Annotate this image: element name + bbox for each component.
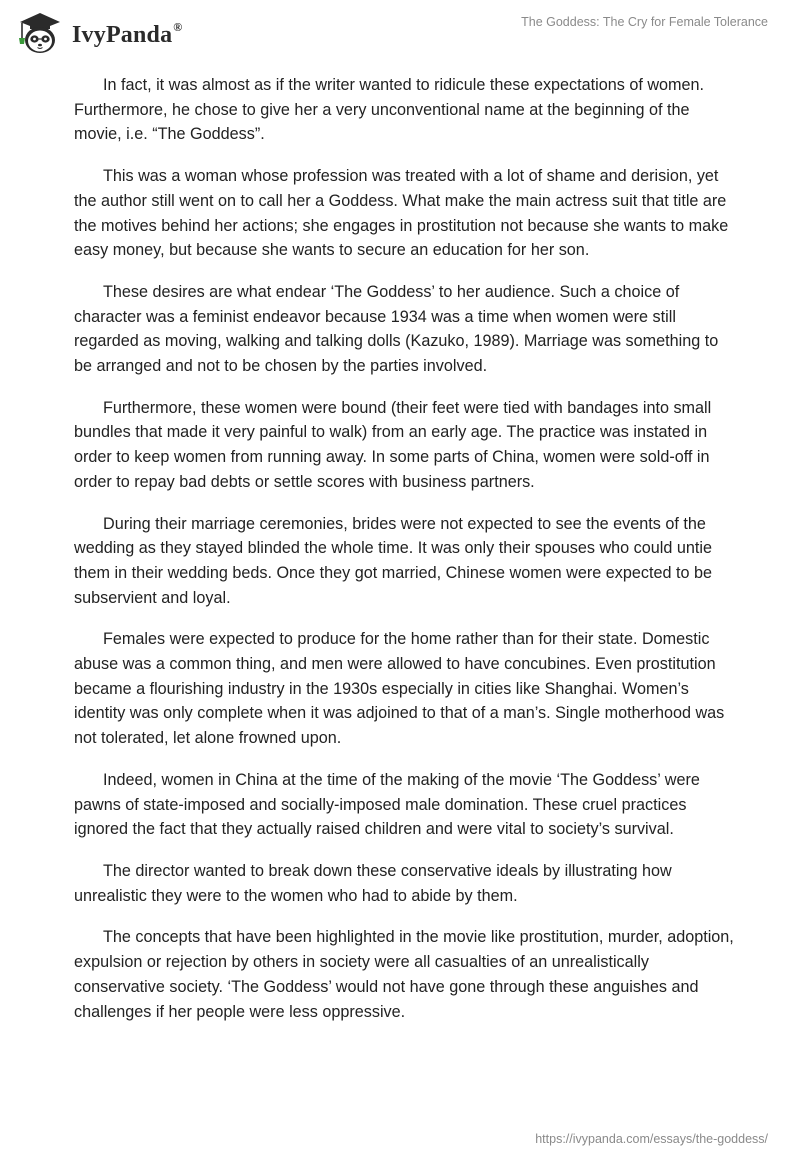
paragraph: The director wanted to break down these conservative ideals by illustrating how unrealistic they were to the women who had to abide by them. — [74, 861, 672, 905]
logo[interactable] — [14, 8, 182, 56]
paragraph: During their marriage ceremonies, brides were not expected to see the events of the wedding as they stayed blinded the whole time. It was only their spouses who could untie them in their wedding beds. Once they got married, Chinese women were expected to be subservient and loyal. — [74, 514, 712, 607]
paragraph: Indeed, women in China at the time of the making of the movie ‘The Goddess’ were pawns of state-imposed and socially-imposed male domination. These cruel practices ignored the fact that they actually raised children and were vital to society’s survival. — [74, 770, 700, 839]
panda-graduate-icon — [14, 8, 66, 56]
page-header — [0, 0, 800, 70]
paragraph: In fact, it was almost as if the writer wanted to ridicule these expectations of women. Furthermore, he chose to give her a very unconventional name at the beginning of the movie, i.e. “The Goddess”. — [74, 76, 705, 144]
paragraph: Furthermore, these women were bound (their feet were tied with bandages into small bundles that made it very painful to walk) from an early age. The practice was instated in order to keep women from running away. In some parts of China, women were sold-off in order to repay bad debts or settle scores with business partners. — [74, 398, 712, 491]
source-url[interactable]: https://ivypanda.com/essays/the-goddess/ — [535, 1132, 768, 1146]
paragraph: Females were expected to produce for the home rather than for their state. Domestic abuse was a common thing, and men were allowed to have concubines. Even prostitution became a flourishing industry in the 1930s especially in cities like Shanghai. Women’s identity was only complete when it was adjoined to that of a man’s. Single motherhood was not tolerated, let alone frowned upon. — [74, 630, 725, 748]
paragraph: The concepts that have been highlighted in the movie like prostitution, murder, adoption, expulsion or rejection by others in society were all casualties of an unrealistically conservative society. ‘The Goddess’ would not have gone through these anguishes and challenges if her people were less oppressive. — [74, 928, 734, 1021]
paragraph: This was a woman whose profession was treated with a lot of shame and derision, yet the author still went on to call her a Goddess. What make the main actress suit that title are the motives behind her actions; she engages in prostitution not because she wants to make easy money, but because she wants to secure an education for her son. — [74, 167, 729, 260]
essay-body — [74, 73, 734, 1041]
document-title: The Goddess: The Cry for Female Tolerance — [521, 15, 768, 29]
logo-text: IvyPanda® — [72, 19, 183, 48]
paragraph: These desires are what endear ‘The Goddess’ to her audience. Such a choice of character was a feminist endeavor because 1934 was a time when women were still regarded as moving, walking and talking dolls (Kazuko, 1989). Marriage was something to be arranged and not to be chosen by the parties involved. — [74, 282, 719, 376]
